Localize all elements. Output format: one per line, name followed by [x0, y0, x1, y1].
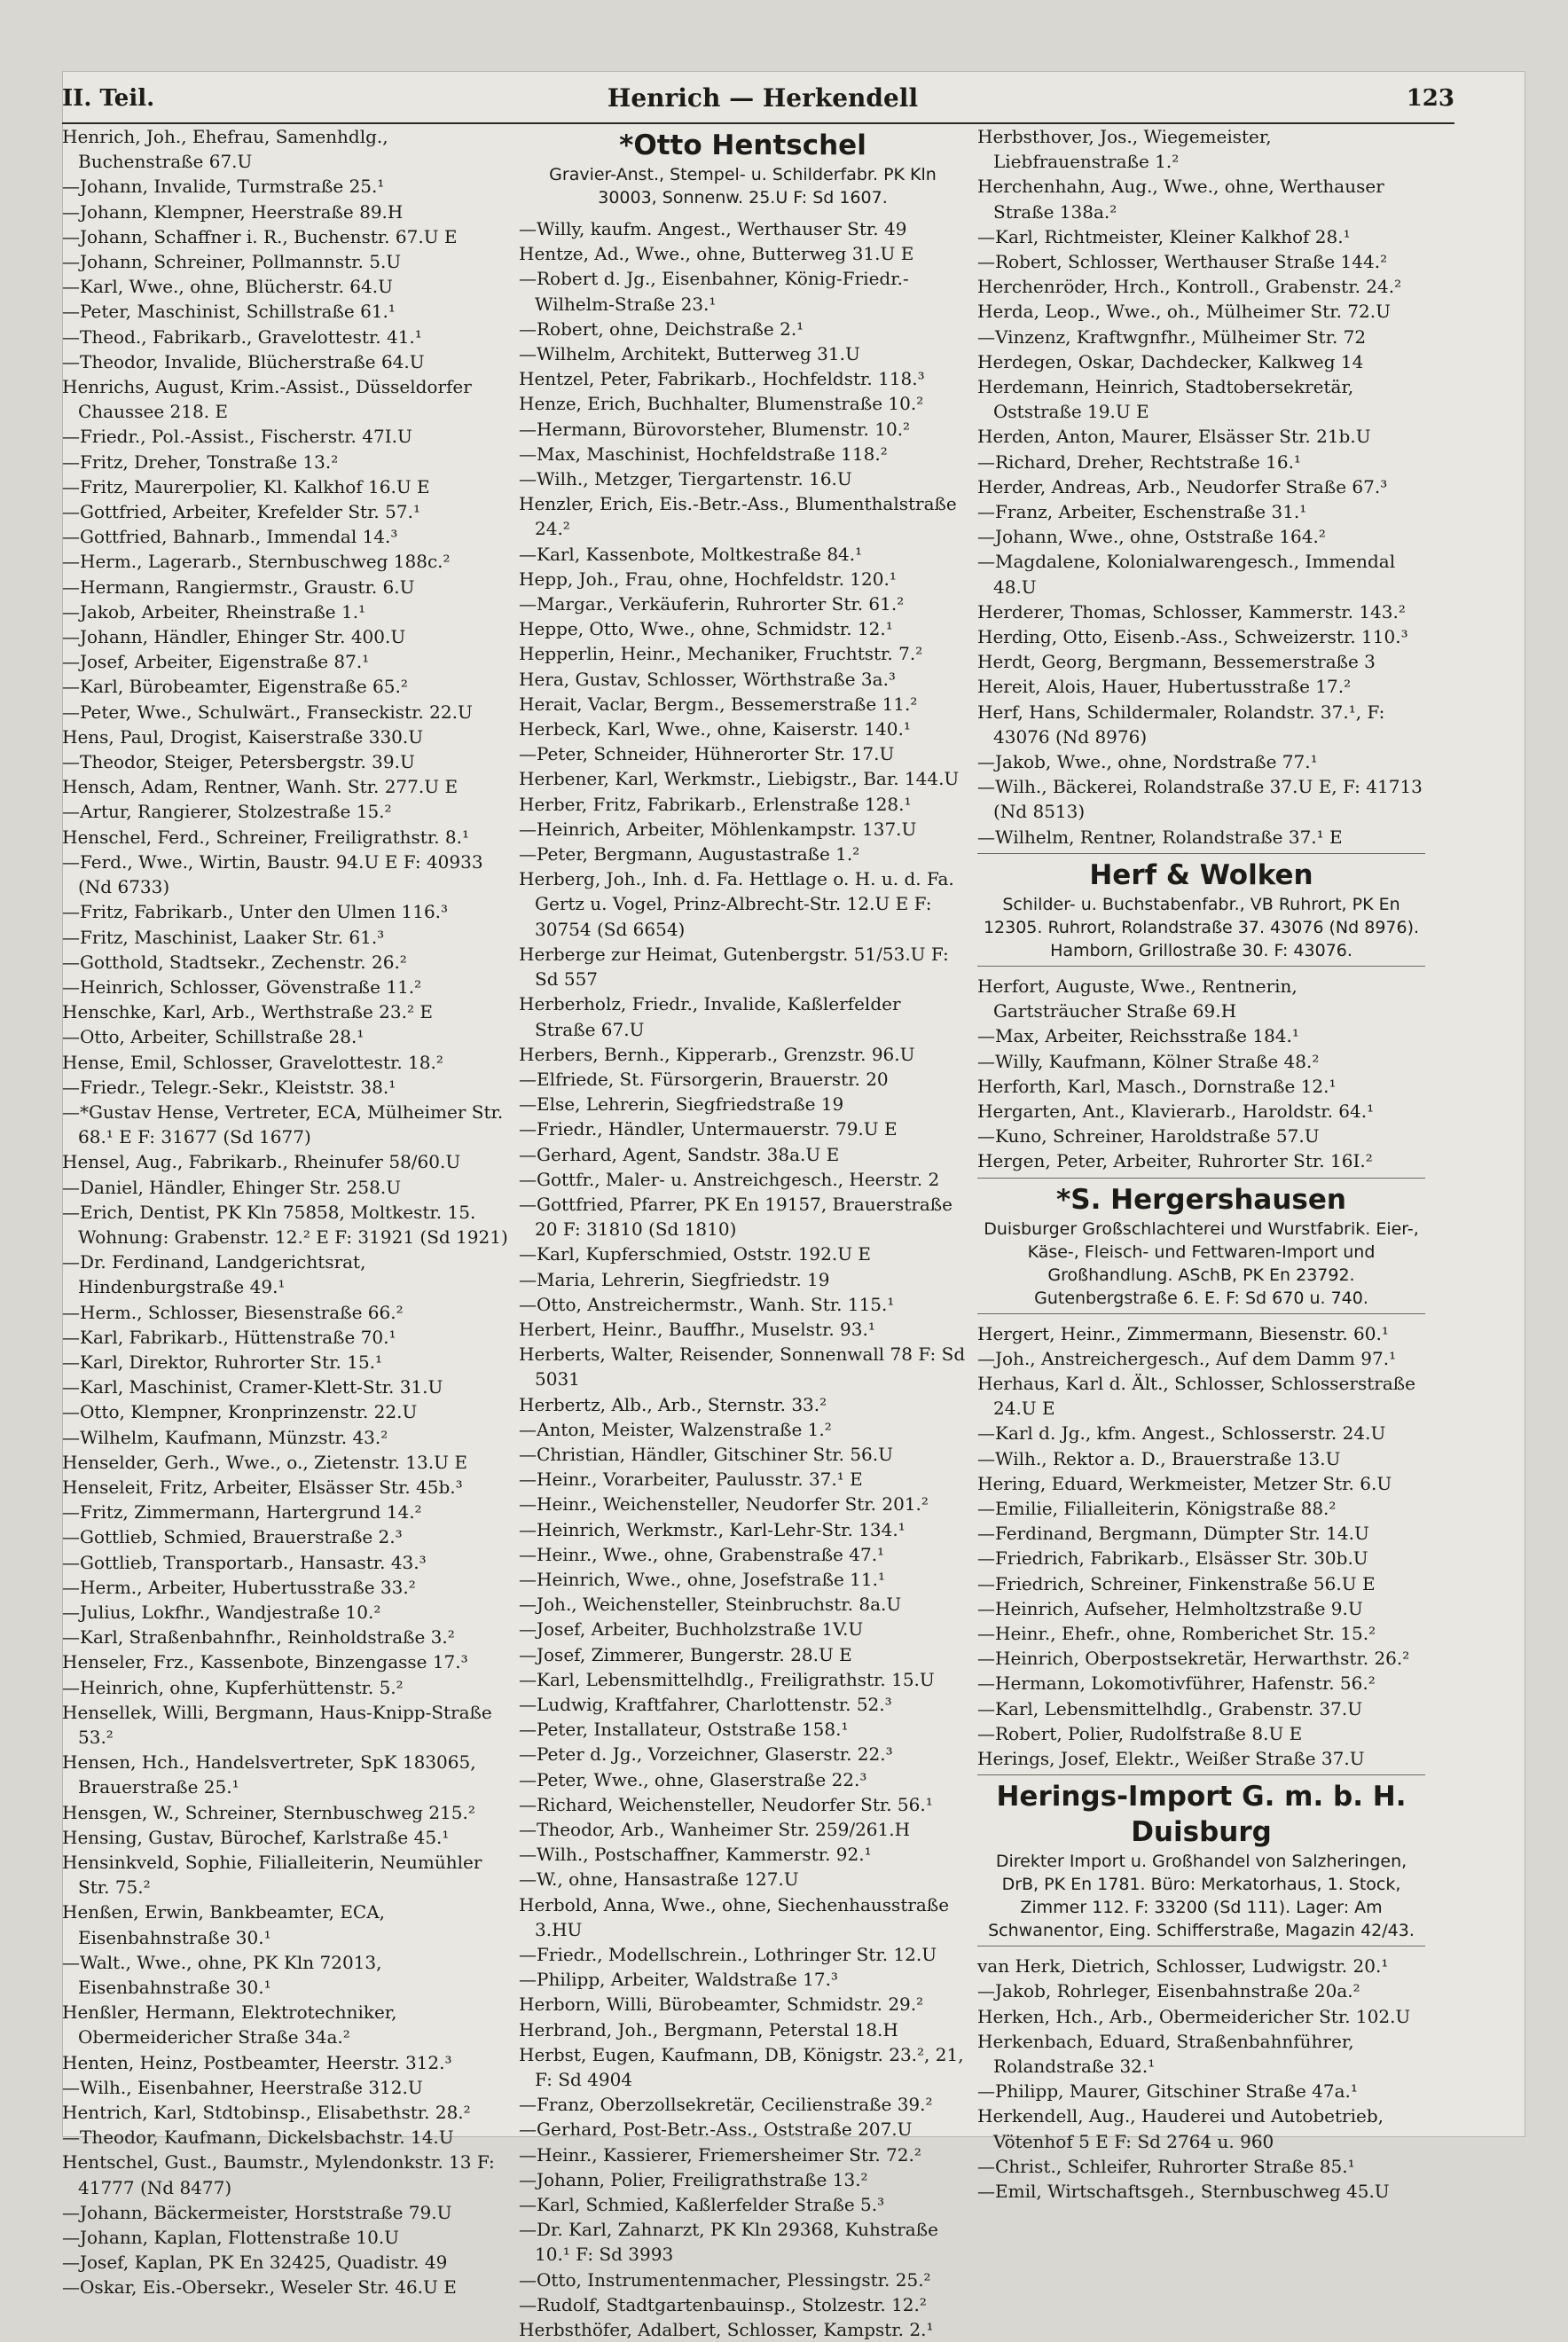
- directory-entry: —Josef, Arbeiter, Buchholzstraße 1V.U: [519, 1618, 864, 1641]
- column-3: [977, 124, 1425, 2202]
- entry-list: [977, 124, 1425, 850]
- directory-entry: —Theodor, Invalide, Blücherstraße 64.U: [62, 350, 425, 372]
- directory-entry: —Karl, Richtmeister, Kleiner Kalkhof 28.¹: [977, 225, 1351, 247]
- directory-entry: Herberg, Joh., Inh. d. Fa. Hettlage o. H. u. d. Fa. Gertz u. Vogel, Prinz-Albrecht-Str. 12.U E F: 30754 (Sd 6654): [519, 868, 954, 940]
- directory-entry: —Willy, kaufm. Angest., Werthauser Str. 49: [519, 218, 907, 239]
- directory-entry: —Hermann, Bürovorsteher, Blumenstr. 10.²: [519, 418, 911, 440]
- directory-entry: —Theod., Fabrikarb., Gravelottestr. 41.¹: [62, 325, 422, 348]
- running-title: Henrich — Herkendell: [607, 83, 919, 113]
- directory-entry: —Else, Lehrerin, Siegfriedstraße 19: [519, 1093, 844, 1116]
- directory-entry: Herchenhahn, Aug., Wwe., ohne, Werthauser Straße 138a.²: [977, 176, 1384, 223]
- directory-entry: Herbeck, Karl, Wwe., ohne, Kaiserstr. 140.¹: [519, 718, 911, 740]
- directory-entry: —Theodor, Kaufmann, Dickelsbachstr. 14.U: [62, 2127, 454, 2149]
- directory-entry: —Ferd., Wwe., Wirtin, Baustr. 94.U E F: 40933 (Nd 6733): [62, 850, 483, 898]
- column-2: [519, 124, 967, 2341]
- directory-entry: Herborn, Willi, Bürobeamter, Schmidstr. 29.²: [519, 1993, 924, 2016]
- directory-entry: Hering, Eduard, Werkmeister, Metzer Str. 6.U: [977, 1472, 1392, 1494]
- directory-entry: Herbsthover, Jos., Wiegemeister, Liebfrauenstraße 1.²: [977, 126, 1272, 173]
- advert-title: Herings-Import G. m. b. H. Duisburg: [996, 1781, 1407, 1849]
- directory-entry: —Emilie, Filialleiterin, Königstraße 88.²: [977, 1497, 1337, 1519]
- directory-entry: —Friedrich, Schreiner, Finkenstraße 56.U E: [977, 1572, 1376, 1594]
- directory-entry: Herchenröder, Hrch., Kontroll., Grabenstr. 24.²: [977, 276, 1402, 298]
- directory-entry: Herdegen, Oskar, Dachdecker, Kalkweg 14: [977, 350, 1364, 372]
- directory-entry: —Friedr., Händler, Untermauerstr. 79.U E: [519, 1118, 898, 1140]
- directory-entry: —Wilhelm, Architekt, Butterweg 31.U: [519, 343, 860, 365]
- directory-entry: —Christ., Schleifer, Ruhrorter Straße 85.¹: [977, 2155, 1355, 2177]
- directory-entry: —Karl, Wwe., ohne, Blücherstr. 64.U: [62, 276, 393, 298]
- directory-entry: Herforth, Karl, Masch., Dornstraße 12.¹: [977, 1075, 1337, 1097]
- directory-entry: Hentzel, Peter, Fabrikarb., Hochfeldstr. 118.³: [519, 368, 925, 390]
- directory-entry: —Wilh., Postschaffner, Kammerstr. 92.¹: [519, 1844, 872, 1866]
- directory-entry: van Herk, Dietrich, Schlosser, Ludwigstr. 20.¹: [977, 1955, 1389, 1978]
- directory-entry: Hensing, Gustav, Bürochef, Karlstraße 45.¹: [62, 1826, 450, 1848]
- directory-entry: —Julius, Lokfhr., Wandjestraße 10.²: [62, 1601, 381, 1623]
- directory-entry: —Fritz, Maurerpolier, Kl. Kalkhof 16.U E: [62, 475, 430, 497]
- directory-entry: —Karl, Lebensmittelhdlg., Grabenstr. 37.U: [977, 1697, 1363, 1719]
- entry-list: [977, 974, 1425, 1174]
- directory-entry: Henschke, Karl, Arb., Werthstraße 23.² E: [62, 1001, 433, 1023]
- directory-entry: Hensen, Hch., Handelsvertreter, SpK 183065, Brauerstraße 25.¹: [62, 1751, 476, 1798]
- directory-entry: —Wilh., Eisenbahner, Heerstraße 312.U: [62, 2076, 423, 2098]
- directory-entry: —Robert, ohne, Deichstraße 2.¹: [519, 317, 804, 340]
- directory-entry: —Jakob, Wwe., ohne, Nordstraße 77.¹: [977, 751, 1318, 773]
- directory-entry: —Heinrich, Oberpostsekretär, Herwarthstr. 26.²: [977, 1648, 1410, 1670]
- directory-entry: —Friedrich, Fabrikarb., Elsässer Str. 30b.U: [977, 1547, 1368, 1570]
- directory-entry: —Walt., Wwe., ohne, PK Kln 72013, Eisenbahnstraße 30.¹: [62, 1951, 382, 1999]
- page-number: 123: [1406, 85, 1454, 112]
- directory-entry: Hensinkveld, Sophie, Filialleiterin, Neumühler Str. 75.²: [62, 1852, 482, 1899]
- directory-entry: Henßler, Hermann, Elektrotechniker, Obermeidericher Straße 34a.²: [62, 2001, 397, 2048]
- directory-entry: Herbener, Karl, Werkmstr., Liebigstr., Bar. 144.U: [519, 768, 960, 790]
- directory-entry: —Ludwig, Kraftfahrer, Charlottenstr. 52.³: [519, 1693, 892, 1715]
- directory-entry: —Otto, Arbeiter, Schillstraße 28.¹: [62, 1026, 365, 1048]
- directory-entry: —Herm., Lagerarb., Sternbuschweg 188c.²: [62, 551, 451, 573]
- directory-entry: —Ferdinand, Bergmann, Dümpter Str. 14.U: [977, 1523, 1369, 1545]
- directory-entry: Herken, Hch., Arb., Obermeidericher Str. 102.U: [977, 2005, 1411, 2027]
- directory-entry: —Joh., Anstreichergesch., Auf dem Damm 97.¹: [977, 1347, 1397, 1369]
- directory-entry: —Heinrich, Arbeiter, Möhlenkampstr. 137.U: [519, 818, 917, 840]
- advert-title: *Otto Hentschel: [619, 129, 866, 161]
- directory-entry: Hensch, Adam, Rentner, Wanh. Str. 277.U E: [62, 776, 459, 798]
- directory-entry: Herberts, Walter, Reisender, Sonnenwall 78 F: Sd 5031: [519, 1343, 966, 1390]
- directory-entry: Herait, Vaclar, Bergm., Bessemerstraße 11.²: [519, 693, 918, 715]
- directory-entry: Herda, Leop., Wwe., oh., Mülheimer Str. 72.U: [977, 301, 1391, 323]
- entry-list: [977, 1954, 1425, 2204]
- directory-entry: —Wilh., Rektor a. D., Brauerstraße 13.U: [977, 1447, 1341, 1469]
- directory-entry: —Karl d. Jg., kfm. Angest., Schlosserstr. 24.U: [977, 1422, 1386, 1445]
- advert-hentschel: [519, 128, 967, 209]
- directory-entry: —Rudolf, Stadtgartenbauinsp., Stolzestr. 12.²: [519, 2293, 927, 2315]
- directory-entry: —Magdalene, Kolonialwarengesch., Immendal 48.U: [977, 551, 1396, 598]
- directory-entry: —Max, Maschinist, Hochfeldstraße 118.²: [519, 443, 888, 465]
- directory-entry: —Fritz, Zimmermann, Hartergrund 14.²: [62, 1501, 422, 1523]
- directory-entry: —Gottlieb, Schmied, Brauerstraße 2.³: [62, 1526, 403, 1548]
- directory-entry: Hereit, Alois, Hauer, Hubertusstraße 17.²: [977, 676, 1352, 698]
- directory-entry: Herbrand, Joh., Bergmann, Peterstal 18.H: [519, 2018, 898, 2040]
- directory-entry: —Josef, Zimmerer, Bungerstr. 28.U E: [519, 1643, 852, 1665]
- directory-entry: Henze, Erich, Buchhalter, Blumenstraße 10.²: [519, 393, 924, 415]
- directory-entry: Herbertz, Alb., Arb., Sternstr. 33.²: [519, 1393, 827, 1415]
- directory-entry: Herderer, Thomas, Schlosser, Kammerstr. 143.²: [977, 600, 1406, 623]
- directory-entry: —Johann, Schreiner, Pollmannstr. 5.U: [62, 251, 402, 273]
- directory-entry: Herbert, Heinr., Bauffhr., Muselstr. 93.¹: [519, 1318, 875, 1340]
- directory-entry: Heppe, Otto, Wwe., ohne, Schmidstr. 12.¹: [519, 618, 893, 640]
- directory-entry: Herdt, Georg, Bergmann, Bessemerstraße 3: [977, 651, 1376, 673]
- directory-entry: Hens, Paul, Drogist, Kaiserstraße 330.U: [62, 725, 424, 748]
- directory-entry: Hentze, Ad., Wwe., ohne, Butterweg 31.U E: [519, 243, 914, 265]
- directory-entry: —Fritz, Fabrikarb., Unter den Ulmen 116.³: [62, 901, 449, 923]
- directory-entry: —Karl, Fabrikarb., Hüttenstraße 70.¹: [62, 1326, 396, 1348]
- directory-entry: —Theodor, Arb., Wanheimer Str. 259/261.H: [519, 1819, 911, 1840]
- directory-entry: —Philipp, Maurer, Gitschiner Straße 47a.¹: [977, 2080, 1358, 2103]
- directory-entry: —Herm., Arbeiter, Hubertusstraße 33.²: [62, 1576, 416, 1598]
- advert-body: Schilder- u. Buchstabenfabr., VB Ruhrort, PK En 12305. Ruhrort, Rolandstraße 37. 43076 (Nd 8976). Hamborn, Grillostraße 30. F: 43076.: [983, 894, 1420, 960]
- directory-entry: —Karl, Schmied, Kaßlerfelder Straße 5.³: [519, 2194, 885, 2216]
- directory-entry: Herings, Josef, Elektr., Weißer Straße 37.U: [977, 1747, 1365, 1769]
- directory-entry: —Robert, Schlosser, Werthauser Straße 144.²: [977, 251, 1388, 273]
- directory-entry: —Friedr., Telegr.-Sekr., Kleiststr. 38.¹: [62, 1076, 396, 1098]
- directory-entry: —Wilhelm, Rentner, Rolandstraße 37.¹ E: [977, 826, 1343, 848]
- directory-entry: —Johann, Schaffner i. R., Buchenstr. 67.U E: [62, 225, 458, 247]
- directory-entry: —Fritz, Maschinist, Laaker Str. 61.³: [62, 926, 385, 948]
- directory-entry: —Heinrich, Werkmstr., Karl-Lehr-Str. 134.¹: [519, 1518, 906, 1540]
- directory-entry: —Dr. Karl, Zahnarzt, PK Kln 29368, Kuhstraße 10.¹ F: Sd 3993: [519, 2219, 938, 2266]
- advert-herings-import: [977, 1774, 1425, 1946]
- directory-entry: —Peter, Schneider, Hühnerorter Str. 17.U: [519, 743, 895, 765]
- directory-entry: Hensel, Aug., Fabrikarb., Rheinufer 58/60.U: [62, 1151, 461, 1173]
- directory-entry: Hergen, Peter, Arbeiter, Ruhrorter Str. 16I.²: [977, 1150, 1373, 1172]
- directory-entry: —Wilh., Metzger, Tiergartenstr. 16.U: [519, 468, 852, 490]
- directory-entry: —Karl, Straßenbahnfhr., Reinholdstraße 3.²: [62, 1626, 455, 1649]
- directory-entry: Henrichs, August, Krim.-Assist., Düsseldorfer Chaussee 218. E: [62, 376, 472, 423]
- directory-entry: Hensellek, Willi, Bergmann, Haus-Knipp-Straße 53.²: [62, 1701, 492, 1748]
- advert-hergershausen: [977, 1178, 1425, 1314]
- directory-entry: —Josef, Kaplan, PK En 32425, Quadistr. 49: [62, 2252, 448, 2274]
- directory-entry: —W., ohne, Hansastraße 127.U: [519, 1868, 799, 1891]
- directory-entry: —Christian, Händler, Gitschiner Str. 56.U: [519, 1443, 893, 1465]
- directory-entry: —Heinrich, Wwe., ohne, Josefstraße 11.¹: [519, 1568, 885, 1590]
- directory-entry: Hepp, Joh., Frau, ohne, Hochfeldstr. 120.¹: [519, 568, 897, 590]
- directory-entry: Herbsthöfer, Adalbert, Schlosser, Kampstr. 2.¹: [519, 2319, 934, 2341]
- directory-entry: —Heinr., Ehefr., ohne, Romberichet Str. 15.²: [977, 1622, 1376, 1644]
- directory-entry: Herhaus, Karl d. Ält., Schlosser, Schlosserstraße 24.U E: [977, 1372, 1415, 1420]
- directory-entry: Herden, Anton, Maurer, Elsässer Str. 21b.U: [977, 426, 1371, 448]
- directory-entry: Herkenbach, Eduard, Straßenbahnführer, Rolandstraße 32.¹: [977, 2030, 1354, 2077]
- directory-entry: —Robert, Polier, Rudolfstraße 8.U E: [977, 1722, 1303, 1744]
- directory-entry: —Gottfr., Maler- u. Anstreichgesch., Heerstr. 2: [519, 1168, 940, 1190]
- directory-entry: Hentschel, Gust., Baumstr., Mylendonkstr. 13 F: 41777 (Nd 8477): [62, 2151, 495, 2198]
- directory-entry: —Peter, Wwe., Schulwärt., Franseckistr. 22.U: [62, 701, 473, 723]
- directory-entry: —Max, Arbeiter, Reichsstraße 184.¹: [977, 1025, 1299, 1047]
- directory-entry: Hentrich, Karl, Stdtobinsp., Elisabethstr. 28.²: [62, 2102, 471, 2124]
- directory-entry: Herber, Fritz, Fabrikarb., Erlenstraße 128.¹: [519, 793, 912, 815]
- directory-entry: —Karl, Kassenbote, Moltkestraße 84.¹: [519, 543, 863, 565]
- directory-entry: —Johann, Klempner, Heerstraße 89.H: [62, 200, 404, 223]
- directory-entry: —Hermann, Lokomotivführer, Hafenstr. 56.²: [977, 1672, 1376, 1695]
- directory-entry: Henseleit, Fritz, Arbeiter, Elsässer Str. 45b.³: [62, 1476, 463, 1498]
- directory-entry: Herbers, Bernh., Kipperarb., Grenzstr. 96.U: [519, 1043, 915, 1065]
- directory-entry: —Heinrich, Aufseher, Helmholtzstraße 9.U: [977, 1597, 1363, 1619]
- directory-entry: —*Gustav Hense, Vertreter, ECA, Mülheimer Str. 68.¹ E F: 31677 (Sd 1677): [62, 1101, 504, 1148]
- directory-entry: —Philipp, Arbeiter, Waldstraße 17.³: [519, 1969, 838, 1991]
- directory-entry: —Gerhard, Agent, Sandstr. 38a.U E: [519, 1143, 840, 1165]
- directory-entry: —Wilhelm, Kaufmann, Münzstr. 43.²: [62, 1426, 388, 1448]
- directory-entry: Henselder, Gerh., Wwe., o., Zietenstr. 13.U E: [62, 1451, 467, 1473]
- directory-entry: Hera, Gustav, Schlosser, Wörthstraße 3a.³: [519, 668, 896, 690]
- directory-entry: —Elfriede, St. Fürsorgerin, Brauerstr. 20: [519, 1068, 889, 1090]
- directory-entry: —Karl, Kupferschmied, Oststr. 192.U E: [519, 1243, 872, 1265]
- directory-entry: Hergarten, Ant., Klavierarb., Haroldstr. 64.¹: [977, 1100, 1375, 1122]
- part-label: II. Teil.: [62, 85, 155, 112]
- page-header: [62, 82, 1454, 124]
- directory-entry: —Richard, Dreher, Rechtstraße 16.¹: [977, 450, 1301, 473]
- entry-list: [519, 216, 967, 2342]
- directory-entry: —Maria, Lehrerin, Siegfriedstr. 19: [519, 1268, 830, 1290]
- directory-entry: Herbold, Anna, Wwe., ohne, Siechenhausstraße 3.HU: [519, 1893, 950, 1940]
- directory-entry: —Heinrich, Schlosser, Gövenstraße 11.²: [62, 975, 422, 998]
- directory-entry: —Otto, Klempner, Kronprinzenstr. 22.U: [62, 1401, 418, 1423]
- directory-entry: Herkendell, Aug., Hauderei und Autobetrieb, Vötenhof 5 E F: Sd 2764 u. 960: [977, 2105, 1384, 2152]
- directory-entry: —Peter, Installateur, Oststraße 158.¹: [519, 1719, 849, 1741]
- directory-entry: —Johann, Händler, Ehinger Str. 400.U: [62, 626, 406, 648]
- directory-entry: —Richard, Weichensteller, Neudorfer Str. 56.¹: [519, 1793, 933, 1815]
- directory-entry: —Johann, Polier, Freiligrathstraße 13.²: [519, 2168, 868, 2190]
- directory-entry: —Herm., Schlosser, Biesenstraße 66.²: [62, 1301, 404, 1323]
- directory-entry: —Artur, Rangierer, Stolzestraße 15.²: [62, 801, 392, 823]
- directory-entry: —Dr. Ferdinand, Landgerichtsrat, Hindenburgstraße 49.¹: [62, 1251, 366, 1298]
- directory-entry: —Heinr., Wwe., ohne, Grabenstraße 47.¹: [519, 1543, 885, 1565]
- directory-entry: —Johann, Bäckermeister, Horststraße 79.U: [62, 2201, 452, 2223]
- directory-entry: Herberholz, Friedr., Invalide, Kaßlerfelder Straße 67.U: [519, 993, 901, 1040]
- directory-entry: —Daniel, Händler, Ehinger Str. 258.U: [62, 1176, 402, 1198]
- directory-entry: Herbst, Eugen, Kaufmann, DB, Königstr. 23.², 21, F: Sd 4904: [519, 2043, 964, 2091]
- directory-entry: —Friedr., Modellschrein., Lothringer Str. 12.U: [519, 1944, 937, 1966]
- advert-title: *S. Hergershausen: [1056, 1183, 1346, 1216]
- directory-entry: —Margar., Verkäuferin, Ruhrorter Str. 61.²: [519, 593, 905, 615]
- directory-entry: —Gottlieb, Transportarb., Hansastr. 43.³: [62, 1551, 427, 1573]
- directory-entry: Hepperlin, Heinr., Mechaniker, Fruchtstr. 7.²: [519, 643, 923, 665]
- directory-entry: —Joh., Weichensteller, Steinbruchstr. 8a.U: [519, 1594, 902, 1616]
- directory-entry: —Anton, Meister, Walzenstraße 1.²: [519, 1418, 832, 1440]
- directory-entry: —Jakob, Arbeiter, Rheinstraße 1.¹: [62, 600, 366, 623]
- directory-entry: —Gottfried, Pfarrer, PK En 19157, Brauerstraße 20 F: 31810 (Sd 1810): [519, 1193, 953, 1241]
- directory-entry: —Otto, Anstreichermstr., Wanh. Str. 115.¹: [519, 1293, 895, 1315]
- directory-entry: —Johann, Kaplan, Flottenstraße 10.U: [62, 2227, 400, 2249]
- advert-body: Duisburger Großschlachterei und Wurstfabrik. Eier-, Käse-, Fleisch- und Fettwaren-Import und Großhandlung. ASchB, PK En 23792. Gutenbergstraße 6. E. F: Sd 670 u. 740.: [984, 1218, 1419, 1308]
- advert-body: Gravier-Anst., Stempel- u. Schilderfabr. PK Kln 30003, Sonnenw. 25.U F: Sd 1607.: [549, 165, 937, 208]
- directory-entry: —Otto, Instrumentenmacher, Plessingstr. 25.²: [519, 2268, 931, 2291]
- directory-entry: —Peter d. Jg., Vorzeichner, Glaserstr. 22.³: [519, 1743, 893, 1766]
- directory-entry: —Karl, Direktor, Ruhrorter Str. 15.¹: [62, 1351, 383, 1373]
- directory-entry: Henten, Heinz, Postbeamter, Heerstr. 312.³: [62, 2051, 452, 2073]
- directory-entry: —Karl, Lebensmittelhdlg., Freiligrathstr. 15.U: [519, 1668, 935, 1690]
- directory-entry: —Heinr., Vorarbeiter, Paulusstr. 37.¹ E: [519, 1469, 863, 1491]
- directory-entry: —Johann, Invalide, Turmstraße 25.¹: [62, 176, 385, 198]
- directory-entry: —Robert d. Jg., Eisenbahner, König-Friedr.-Wilhelm-Straße 23.¹: [519, 268, 909, 315]
- directory-entry: —Karl, Bürobeamter, Eigenstraße 65.²: [62, 676, 408, 698]
- directory-entry: Herding, Otto, Eisenb.-Ass., Schweizerstr. 110.³: [977, 626, 1408, 648]
- directory-entry: —Gottfried, Arbeiter, Krefelder Str. 57.¹: [62, 501, 420, 523]
- directory-entry: —Johann, Wwe., ohne, Oststraße 164.²: [977, 526, 1326, 548]
- directory-entry: Henrich, Joh., Ehefrau, Samenhdlg., Buchenstraße 67.U: [62, 126, 388, 173]
- directory-entry: Herberge zur Heimat, Gutenbergstr. 51/53.U F: Sd 557: [519, 943, 949, 991]
- directory-entry: —Gottfried, Bahnarb., Immendal 14.³: [62, 526, 398, 548]
- entry-list: [977, 1321, 1425, 1772]
- directory-entry: Henseler, Frz., Kassenbote, Binzengasse 17.³: [62, 1651, 468, 1673]
- directory-entry: Hensgen, W., Schreiner, Sternbuschweg 215.²: [62, 1801, 475, 1823]
- directory-entry: —Wilh., Bäckerei, Rolandstraße 37.U E, F: 41713 (Nd 8513): [977, 776, 1423, 823]
- directory-entry: —Franz, Oberzollsekretär, Cecilienstraße 39.²: [519, 2094, 933, 2116]
- directory-entry: —Friedr., Pol.-Assist., Fischerstr. 47I.U: [62, 426, 412, 448]
- directory-entry: —Josef, Arbeiter, Eigenstraße 87.¹: [62, 651, 370, 673]
- directory-entry: Henzler, Erich, Eis.-Betr.-Ass., Blumenthalstraße 24.²: [519, 493, 957, 540]
- directory-entry: —Theodor, Steiger, Petersbergstr. 39.U: [62, 751, 415, 773]
- directory-entry: —Heinr., Kassierer, Friemersheimer Str. 72.²: [519, 2143, 921, 2166]
- directory-entry: —Gerhard, Post-Betr.-Ass., Oststraße 207.U: [519, 2119, 913, 2141]
- directory-entry: —Peter, Bergmann, Augustastraße 1.²: [519, 843, 860, 866]
- directory-entry: —Karl, Maschinist, Cramer-Klett-Str. 31.U: [62, 1376, 443, 1398]
- directory-entry: Hergert, Heinr., Zimmermann, Biesenstr. 60.¹: [977, 1322, 1389, 1344]
- directory-entry: —Vinzenz, Kraftwgnfhr., Mülheimer Str. 72: [977, 325, 1367, 348]
- directory-entry: —Emil, Wirtschaftsgeh., Sternbuschweg 45.U: [977, 2181, 1390, 2202]
- directory-entry: —Oskar, Eis.-Obersekr., Weseler Str. 46.U E: [62, 2276, 457, 2299]
- directory-entry: Herdemann, Heinrich, Stadtobersekretär, Oststraße 19.U E: [977, 376, 1354, 423]
- advert-body: Direkter Import u. Großhandel von Salzheringen, DrB, PK En 1781. Büro: Merkatorhaus, 1. Stock, Zimmer 112. F: 33200 (Sd 111). Lager: Am Schwanentor, Eing. Schifferstraße, Magazin 42/43.: [988, 1852, 1415, 1941]
- directory-entry: —Peter, Wwe., ohne, Glaserstraße 22.³: [519, 1768, 867, 1790]
- directory-entry: Hense, Emil, Schlosser, Gravelottestr. 18.²: [62, 1051, 443, 1073]
- directory-entry: —Peter, Maschinist, Schillstraße 61.¹: [62, 301, 396, 323]
- directory-entry: —Heinr., Weichensteller, Neudorfer Str. 201.²: [519, 1493, 929, 1516]
- directory-entry: —Kuno, Schreiner, Haroldstraße 57.U: [977, 1125, 1320, 1148]
- directory-entry: —Willy, Kaufmann, Kölner Straße 48.²: [977, 1050, 1320, 1072]
- directory-entry: —Jakob, Rohrleger, Eisenbahnstraße 20a.²: [977, 1980, 1360, 2002]
- directory-entry: —Erich, Dentist, PK Kln 75858, Moltkestr. 15. Wohnung: Grabenstr. 12.² E F: 31921 (Sd 1921): [62, 1201, 508, 1248]
- directory-entry: Herder, Andreas, Arb., Neudorfer Straße 67.³: [977, 475, 1388, 497]
- directory-entry: —Hermann, Rangiermstr., Graustr. 6.U: [62, 576, 415, 598]
- directory-entry: —Franz, Arbeiter, Eschenstraße 31.¹: [977, 501, 1307, 523]
- advert-herf-wolken: [977, 853, 1425, 967]
- column-1: [62, 124, 510, 2299]
- directory-entry: Henschel, Ferd., Schreiner, Freiligrathstr. 8.¹: [62, 826, 470, 848]
- directory-entry: —Gotthold, Stadtsekr., Zechenstr. 26.²: [62, 951, 407, 973]
- directory-entry: Herf, Hans, Schildermaler, Rolandstr. 37.¹, F: 43076 (Nd 8976): [977, 701, 1385, 748]
- directory-entry: —Heinrich, ohne, Kupferhüttenstr. 5.²: [62, 1676, 404, 1698]
- directory-entry: Henßen, Erwin, Bankbeamter, ECA, Eisenbahnstraße 30.¹: [62, 1901, 386, 1948]
- directory-entry: Herfort, Auguste, Wwe., Rentnerin, Gartsträucher Straße 69.H: [977, 975, 1298, 1022]
- advert-title: Herf & Wolken: [1089, 858, 1313, 891]
- directory-entry: —Fritz, Dreher, Tonstraße 13.²: [62, 450, 339, 473]
